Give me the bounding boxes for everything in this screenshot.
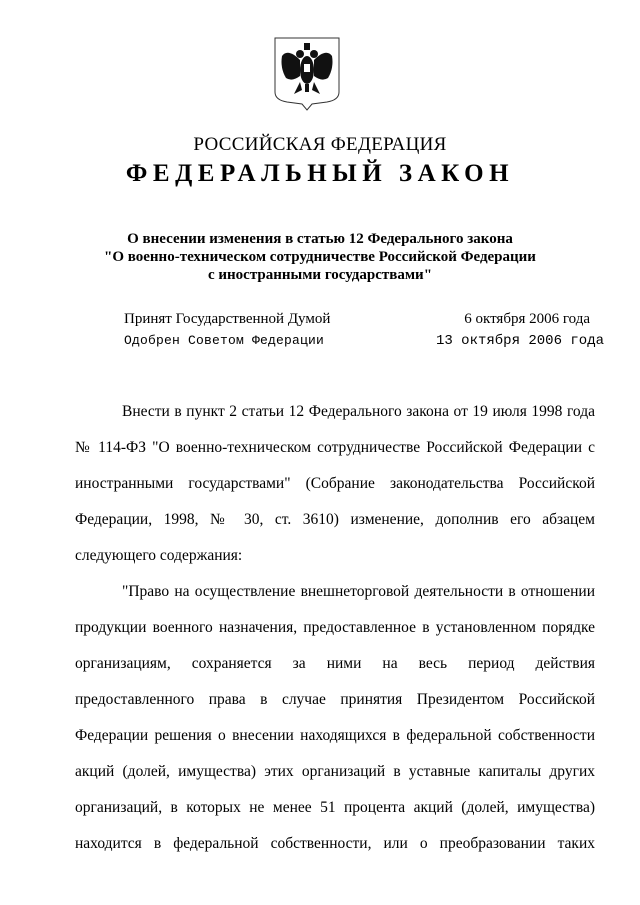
body-line: предоставленного права в случае принятия Президентом Российской: [75, 691, 595, 708]
subject-line: О внесении изменения в статью 12 Федерального закона: [127, 231, 513, 247]
body-line: акций (долей, имущества) этих организаций в уставные капиталы других: [75, 763, 595, 780]
body-line: находится в федеральной собственности, или о преобразовании таких: [75, 835, 595, 852]
council-approval-date: 13 октября 2006 года: [435, 333, 604, 349]
coat-of-arms-icon: [272, 34, 342, 112]
body-line: № 114-ФЗ "О военно-техническом сотрудничестве Российской Федерации с: [75, 439, 595, 456]
body-line: следующего содержания:: [75, 547, 243, 564]
council-approval-label: Одобрен Советом Федерации: [124, 333, 325, 348]
law-subject: [0, 230, 640, 284]
country-name: РОССИЙСКАЯ ФЕДЕРАЦИЯ: [193, 134, 447, 155]
document-type-title: ФЕДЕРАЛЬНЫЙ ЗАКОН: [125, 160, 515, 187]
subject-line: "О военно-техническом сотрудничестве Российской Федерации: [104, 249, 536, 265]
body-line: иностранными государствами" (Собрание законодательства Российской: [75, 475, 595, 492]
duma-adoption-date: 6 октября 2006 года: [464, 311, 590, 327]
subject-line: с иностранными государствами": [207, 267, 433, 283]
body-line: организациям, сохраняется за ними на весь период действия: [75, 655, 595, 672]
body-line: продукции военного назначения, предоставленное в установленном порядке: [75, 619, 595, 636]
duma-adoption-label: Принят Государственной Думой: [124, 311, 331, 327]
body-line: Федерации решения о внесении находящихся в федеральной собственности: [75, 727, 595, 744]
body-line: организаций, в которых не менее 51 процента акций (долей, имущества): [75, 799, 595, 816]
body-line: Федерации, 1998, № 30, ст. 3610) изменение, дополнив его абзацем: [75, 511, 595, 528]
body-line: Внести в пункт 2 статьи 12 Федерального закона от 19 июля 1998 года: [122, 403, 595, 420]
body-line: "Право на осуществление внешнеторговой деятельности в отношении: [122, 583, 595, 600]
